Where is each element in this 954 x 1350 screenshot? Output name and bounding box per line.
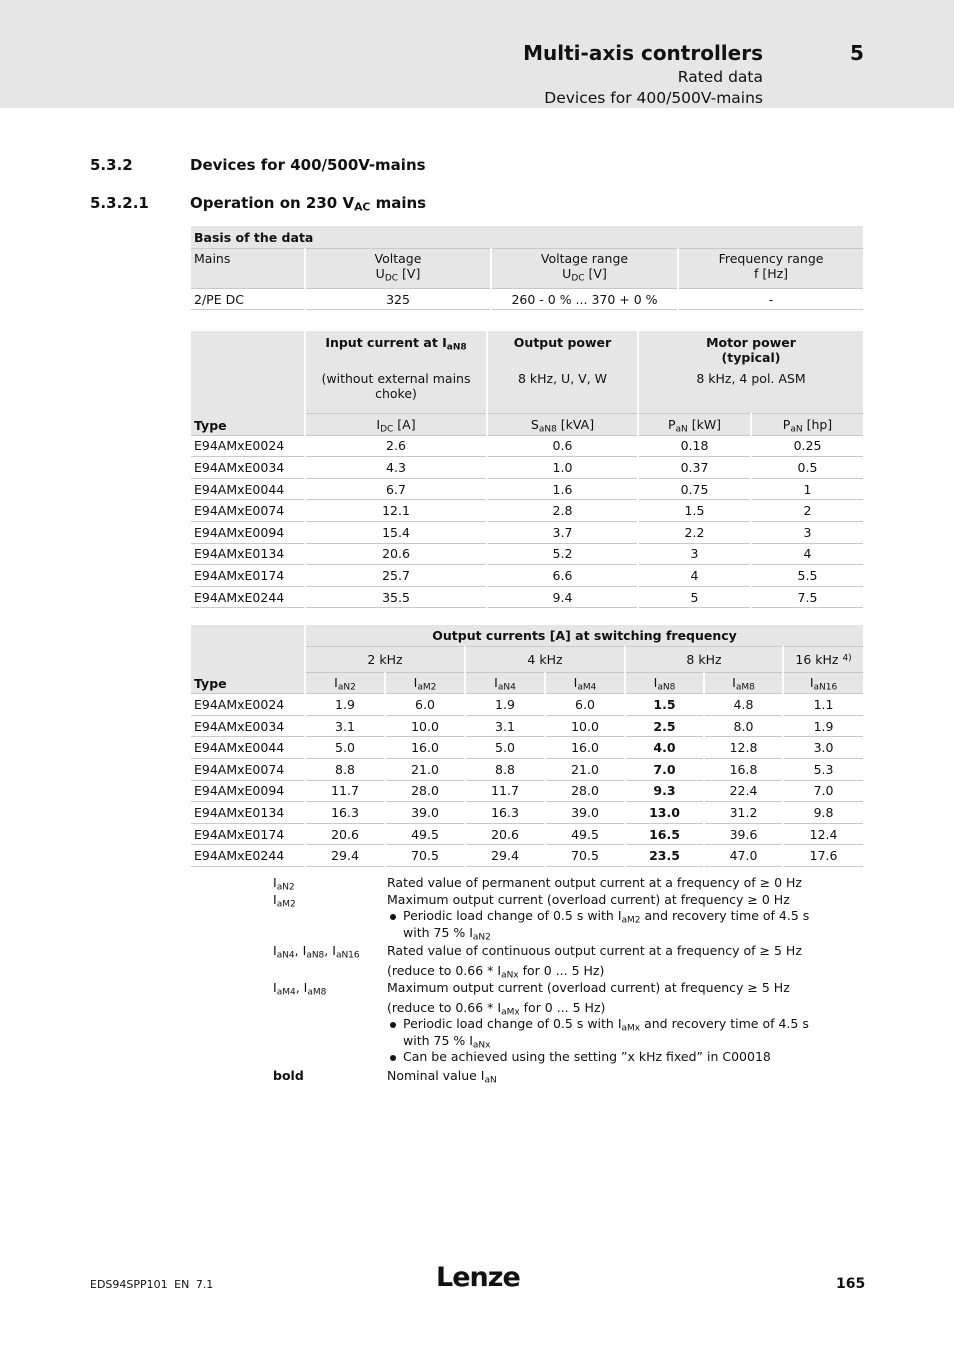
subsection-number: 5.3.2.1	[90, 194, 149, 212]
chapter-number: 5	[850, 41, 864, 65]
table-row: E94AMxE0034 4.3 1.0 0.37 0.5	[191, 457, 864, 479]
table-row: E94AMxE0034 3.1 10.0 3.1 10.0 2.5 8.0 1.9	[191, 715, 864, 737]
note-ian-continuous: $I_{aN4}$, $I_{aN8}$, $I_{aN16}$ Rated value of continuous output current at a frequency of ≥ 5 Hz (reduce to $0.66 * I_{aNx}$ for 0 ... 5 Hz)	[273, 943, 802, 980]
table-row: E94AMxE0074 12.1 2.8 1.5 2	[191, 500, 864, 522]
unit-am2: $I_{aM2}$	[385, 672, 465, 694]
table-row: E94AMxE0024 1.9 6.0 1.9 6.0 1.5 4.8 1.1	[191, 694, 864, 716]
unit-an16: $I_{aN16}$	[783, 672, 864, 694]
type-header: Type	[191, 625, 305, 694]
output-currents-header: Output currents [A] at switching frequency	[305, 625, 864, 646]
table-row: E94AMxE0244 29.4 70.5 29.4 70.5 23.5 47.0 17.6	[191, 845, 864, 867]
motor-power-header: Motor power (typical) 8 kHz, 4 pol. ASM	[638, 331, 864, 414]
table-row: E94AMxE0244 35.5 9.4 5 7.5	[191, 586, 864, 608]
note-iam-overload: $I_{aM4}$, $I_{aM8}$ Maximum output current (overload current) at frequency ≥ 5 Hz (reduce to $0.66 * I_{aMx}$ for 0 ... 5 Hz) Periodic load change of 0.5 s with $I_{aMx}$ and recovery time of 4.5 s with 75 % $I_{aNx}$ Can be achieved using the setting ”x kHz fixed” in C00018	[273, 980, 833, 1066]
type-header: Type	[191, 331, 305, 435]
table-row: E94AMxE0134 16.3 39.0 16.3 39.0 13.0 31.2 9.8	[191, 802, 864, 824]
unit-san: $S_{aN8}$ [kVA]	[487, 414, 638, 436]
table-row: E94AMxE0024 2.6 0.6 0.18 0.25	[191, 435, 864, 457]
current-table	[191, 625, 865, 867]
col-frequency-range: Frequency range f [Hz]	[678, 249, 864, 289]
page-number: 165	[836, 1276, 866, 1292]
basis-title: Basis of the data	[191, 226, 864, 249]
input-current-header: Input current at $I_{aN8}$ (without external mains choke)	[305, 331, 487, 414]
unit-pkw: $P_{aN}$ [kW]	[638, 414, 751, 436]
table-row: E94AMxE0174 25.7 6.6 4 5.5	[191, 565, 864, 587]
table-row: E94AMxE0174 20.6 49.5 20.6 49.5 16.5 39.6 12.4	[191, 823, 864, 845]
output-power-header: Output power 8 kHz, U, V, W	[487, 331, 638, 414]
freq-8khz: 8 kHz	[625, 646, 783, 672]
power-table	[191, 331, 865, 608]
lenze-logo: Lenze	[436, 1262, 520, 1293]
unit-an4: $I_{aN4}$	[465, 672, 545, 694]
table-row: E94AMxE0094 15.4 3.7 2.2 3	[191, 521, 864, 543]
header-subtitle-1: Rated data	[677, 68, 763, 86]
section-number: 5.3.2	[90, 156, 133, 174]
header-subtitle-2: Devices for 400/500V-mains	[544, 89, 763, 107]
table-row: E94AMxE0044 6.7 1.6 0.75 1	[191, 478, 864, 500]
freq-4khz: 4 kHz	[465, 646, 625, 672]
unit-an8: $I_{aN8}$	[625, 672, 704, 694]
unit-idc: $I_{DC}$ [A]	[305, 414, 487, 436]
header-title: Multi-axis controllers	[523, 41, 763, 65]
note-bold: bold Nominal value $I_{aN}$	[273, 1067, 497, 1085]
unit-am4: $I_{aM4}$	[545, 672, 625, 694]
table-row: 2/PE DC 325 260 - 0 % ... 370 + 0 % -	[191, 289, 864, 310]
freq-16khz: 16 kHz $^{4)}$	[783, 646, 864, 672]
col-voltage: Voltage $U_{DC}$ [V]	[305, 249, 491, 289]
col-mains: Mains	[191, 249, 305, 289]
legend-notes	[273, 875, 833, 1084]
document-id: EDS94SPP101 EN 7.1	[90, 1278, 214, 1291]
table-row: E94AMxE0074 8.8 21.0 8.8 21.0 7.0 16.8 5.3	[191, 758, 864, 780]
freq-2khz: 2 kHz	[305, 646, 465, 672]
table-row: E94AMxE0094 11.7 28.0 11.7 28.0 9.3 22.4 7.0	[191, 780, 864, 802]
table-row: E94AMxE0044 5.0 16.0 5.0 16.0 4.0 12.8 3.0	[191, 737, 864, 759]
unit-am8: $I_{aM8}$	[704, 672, 783, 694]
col-voltage-range: Voltage range $U_{DC}$ [V]	[491, 249, 678, 289]
page-header	[0, 0, 954, 108]
basis-table	[191, 226, 865, 310]
section-title: Devices for 400/500V-mains	[190, 156, 426, 174]
note-iam2: $I_{aM2}$ Maximum output current (overload current) at frequency ≥ 0 Hz Periodic load change of 0.5 s with $I_{aM2}$ and recovery time of 4.5 s with 75 % $I_{aN2}$	[273, 892, 833, 942]
table-row: E94AMxE0134 20.6 5.2 3 4	[191, 543, 864, 565]
unit-an2: $I_{aN2}$	[305, 672, 385, 694]
subsection-title: Operation on 230 $V_{AC}$ mains	[190, 194, 427, 214]
note-ian2: $I_{aN2}$ Rated value of permanent output current at a frequency of ≥ 0 Hz	[273, 875, 802, 893]
unit-php: $P_{aN}$ [hp]	[751, 414, 864, 436]
